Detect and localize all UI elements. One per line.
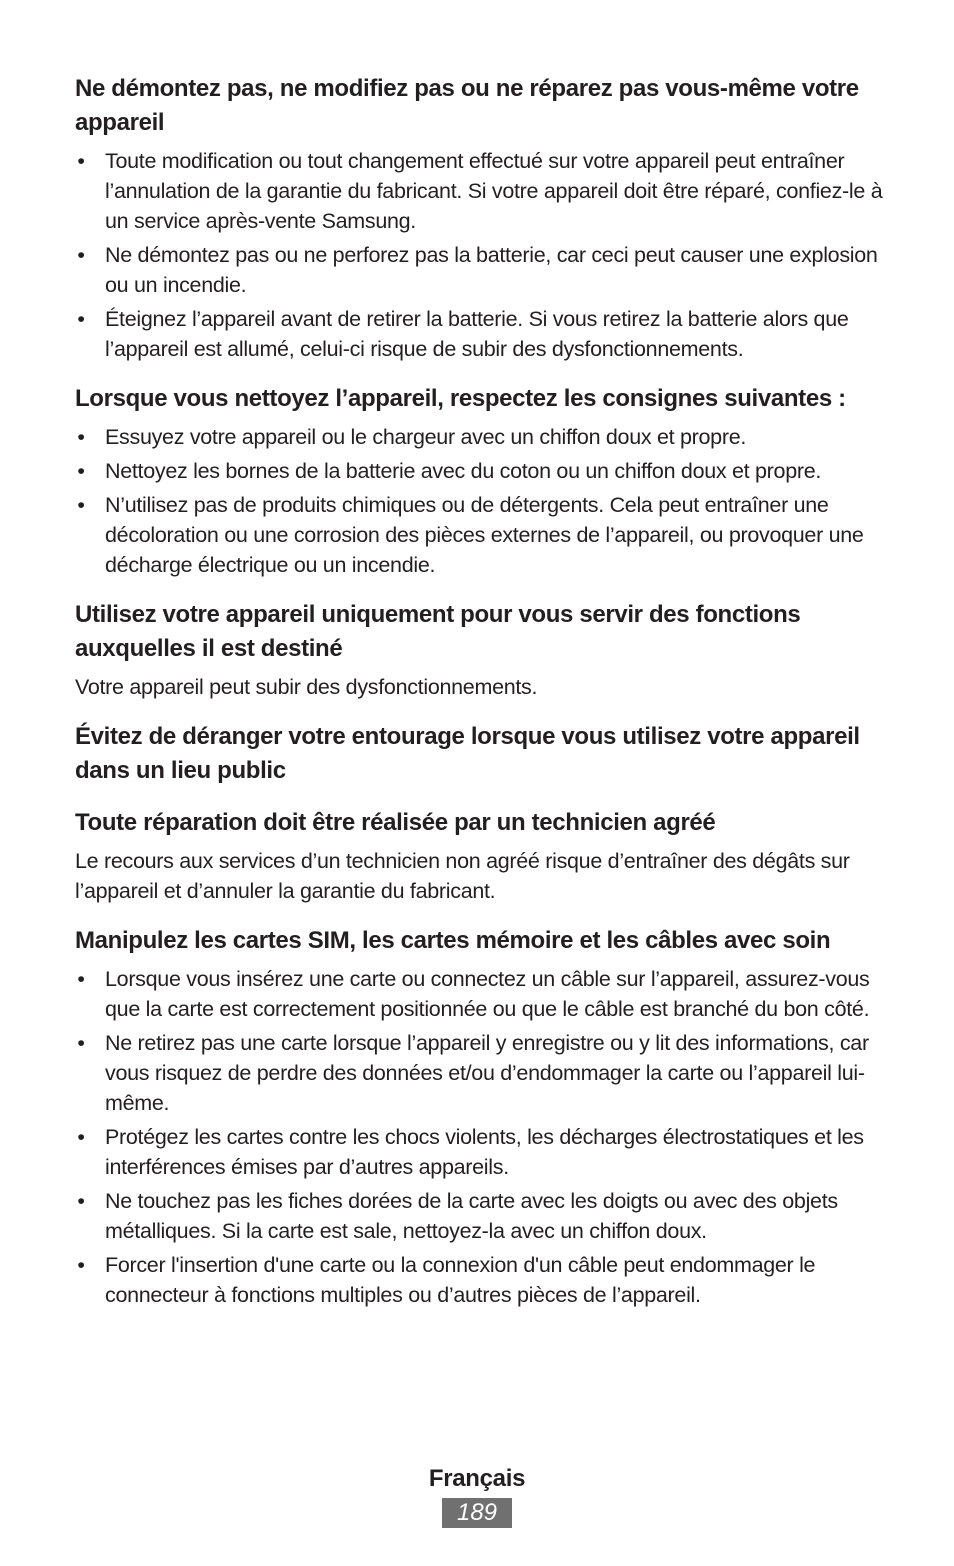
list-item xyxy=(75,422,885,452)
section-heading: Toute réparation doit être réalisée par un technicien agréé xyxy=(75,809,716,836)
bullet-icon: • xyxy=(77,1189,85,1213)
list-item xyxy=(75,1186,885,1246)
bullet-icon: • xyxy=(77,1125,85,1149)
list-item-text: Nettoyez les bornes de la batterie avec du coton ou un chiffon doux et propre. xyxy=(105,459,822,483)
list-item-text: N’utilisez pas de produits chimiques ou de détergents. Cela peut entraîner une décoloration ou une corrosion des pièces externes de l’appareil, ou provoquer une décharge électrique ou un incendie. xyxy=(105,493,864,577)
list-item-text: Éteignez l’appareil avant de retirer la batterie. Si vous retirez la batterie alors que l’appareil est allumé, celui-ci risque de subir des dysfonctionnements. xyxy=(105,307,849,361)
list-item-text: Protégez les cartes contre les chocs violents, les décharges électrostatiques et les interférences émises par d’autres appareils. xyxy=(105,1125,864,1179)
list-item xyxy=(75,304,885,364)
section-repair xyxy=(75,806,885,906)
section-heading: Lorsque vous nettoyez l’appareil, respectez les consignes suivantes : xyxy=(75,385,846,412)
list-item xyxy=(75,1122,885,1182)
bullet-list xyxy=(75,964,885,1310)
list-item xyxy=(75,490,885,580)
list-item-text: Ne retirez pas une carte lorsque l’appareil y enregistre ou y lit des informations, car vous risquez de perdre des données et/ou d’endommager la carte ou l’appareil lui-même. xyxy=(105,1031,869,1115)
list-item-text: Forcer l'insertion d'une carte ou la connexion d'un câble peut endommager le connecteur à fonctions multiples ou d’autres pièces de l’appareil. xyxy=(105,1253,816,1307)
section-heading: Ne démontez pas, ne modifiez pas ou ne réparez pas vous-même votre appareil xyxy=(75,75,859,136)
section-paragraph: Le recours aux services d’un technicien non agréé risque d’entraîner des dégâts sur l’appareil et d’annuler la garantie du fabricant. xyxy=(75,849,850,903)
bullet-icon: • xyxy=(77,967,85,991)
page-footer xyxy=(0,1462,954,1528)
list-item-text: Toute modification ou tout changement effectué sur votre appareil peut entraîner l’annulation de la garantie du fabricant. Si votre appareil doit être réparé, confiez-le à un service après-vente Samsung. xyxy=(105,149,883,233)
bullet-icon: • xyxy=(77,493,85,517)
section-intended-use xyxy=(75,598,885,702)
list-item xyxy=(75,240,885,300)
section-heading: Utilisez votre appareil uniquement pour vous servir des fonctions auxquelles il est destiné xyxy=(75,601,801,662)
list-item xyxy=(75,456,885,486)
bullet-icon: • xyxy=(77,1031,85,1055)
list-item-text: Ne démontez pas ou ne perforez pas la batterie, car ceci peut causer une explosion ou un incendie. xyxy=(105,243,878,297)
section-paragraph: Votre appareil peut subir des dysfonctionnements. xyxy=(75,675,538,699)
bullet-icon: • xyxy=(77,1253,85,1277)
section-public-use xyxy=(75,720,885,788)
list-item-text: Ne touchez pas les fiches dorées de la carte avec les doigts ou avec des objets métalliques. Si la carte est sale, nettoyez-la avec un chiffon doux. xyxy=(105,1189,838,1243)
list-item-text: Lorsque vous insérez une carte ou connectez un câble sur l’appareil, assurez-vous que la carte est correctement positionnée ou que le câble est branché du bon côté. xyxy=(105,967,870,1021)
list-item xyxy=(75,1028,885,1118)
document-body xyxy=(75,72,885,1314)
bullet-icon: • xyxy=(77,425,85,449)
bullet-list xyxy=(75,422,885,580)
list-item-text: Essuyez votre appareil ou le chargeur avec un chiffon doux et propre. xyxy=(105,425,747,449)
section-heading: Manipulez les cartes SIM, les cartes mémoire et les câbles avec soin xyxy=(75,927,831,954)
list-item xyxy=(75,146,885,236)
section-disassembly xyxy=(75,72,885,364)
list-item xyxy=(75,1250,885,1310)
page-number-badge: 189 xyxy=(442,1498,512,1528)
bullet-icon: • xyxy=(77,307,85,331)
bullet-icon: • xyxy=(77,149,85,173)
section-cleaning xyxy=(75,382,885,580)
bullet-icon: • xyxy=(77,459,85,483)
footer-language: Français xyxy=(428,1465,526,1492)
section-cards-cables xyxy=(75,924,885,1310)
bullet-icon: • xyxy=(77,243,85,267)
bullet-list xyxy=(75,146,885,364)
list-item xyxy=(75,964,885,1024)
section-heading: Évitez de déranger votre entourage lorsque vous utilisez votre appareil dans un lieu public xyxy=(75,723,860,784)
